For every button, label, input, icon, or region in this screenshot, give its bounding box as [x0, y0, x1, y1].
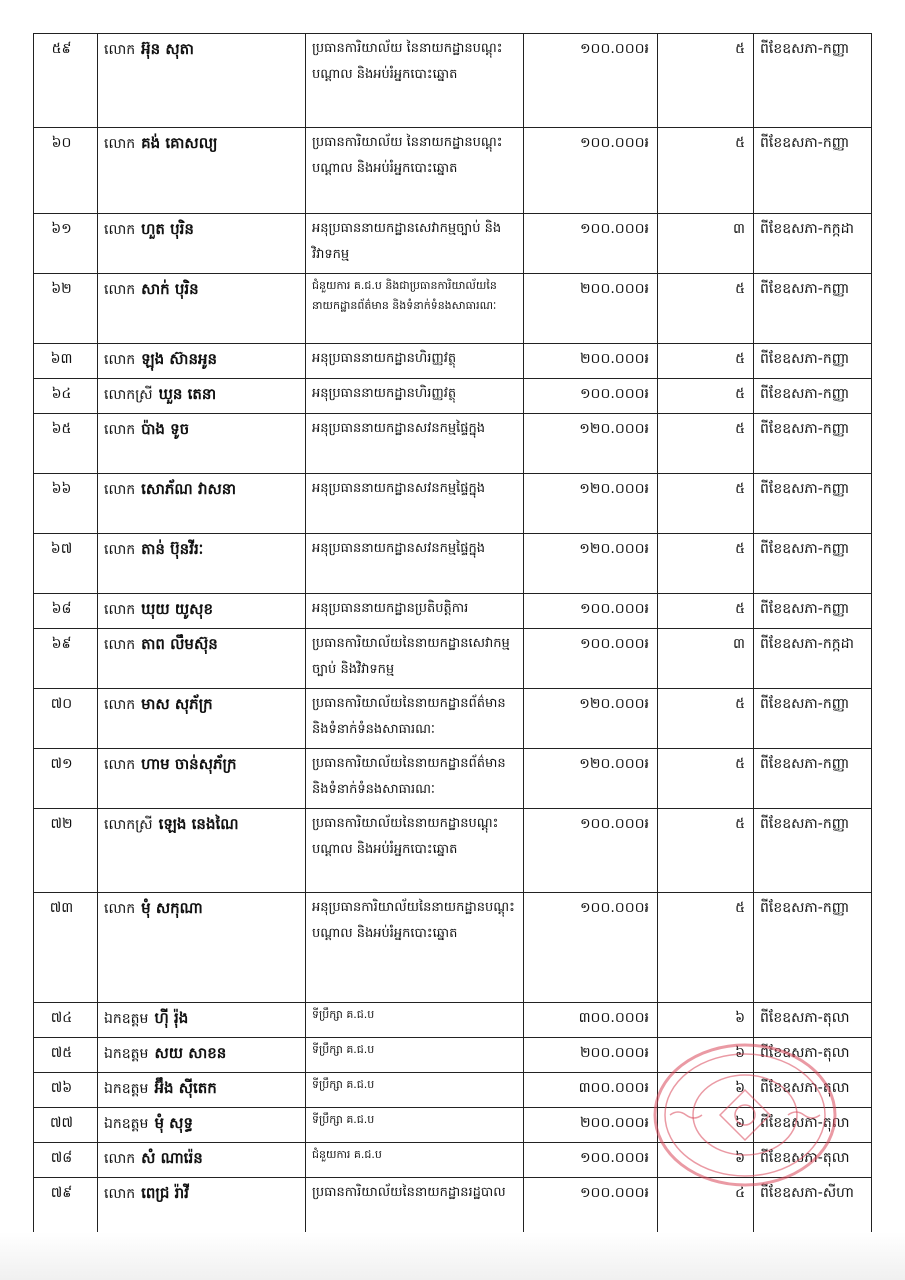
amount-cell: ២០០.០០០៛ [524, 1038, 658, 1073]
table-row [34, 34, 872, 128]
amount-cell: ១០០.០០០៛ [524, 34, 658, 128]
person-name: ហួត បុរិន [141, 220, 194, 238]
period-cell: ពីខែឧសភា-កញ្ញា [754, 274, 872, 344]
position-cell: ប្រធានការិយាល័យនៃនាយកដ្ឋានបណ្តុះបណ្តាល និងអប់រំអ្នកបោះឆ្នោត [306, 809, 524, 893]
position-cell: ទីប្រឹក្សា គ.ជ.ប [306, 1073, 524, 1108]
row-number: ៧០ [34, 689, 98, 749]
person-name: តាន់ ប៊ុនវីរៈ [141, 540, 204, 558]
row-number: ៦០ [34, 128, 98, 214]
row-number: ៦៩ [34, 629, 98, 689]
row-number: ៧១ [34, 749, 98, 809]
row-number: ៦៥ [34, 414, 98, 474]
position-cell: អនុប្រធាននាយកដ្ឋានសេវាកម្មច្បាប់ និងវិវាទកម្ម [306, 214, 524, 274]
position-cell: អនុប្រធាននាយកដ្ឋានសវនកម្មផ្ទៃក្នុង [306, 414, 524, 474]
person-name: សយ សាខន [154, 1044, 227, 1062]
honorific-title: លោក [104, 697, 136, 713]
row-number: ៦២ [34, 274, 98, 344]
honorific-title: លោក [104, 42, 136, 58]
person-cell [98, 809, 306, 893]
person-cell [98, 1038, 306, 1073]
person-cell [98, 379, 306, 414]
row-number: ៧៤ [34, 1003, 98, 1038]
months-cell: ៤ [658, 1178, 754, 1238]
person-name: ប៉ាង ទូច [141, 420, 190, 438]
amount-cell: ១២០.០០០៛ [524, 414, 658, 474]
honorific-title: លោកស្រី [104, 387, 153, 403]
period-cell: ពីខែឧសភា-កញ្ញា [754, 749, 872, 809]
honorific-title: ឯកឧត្តម [104, 1011, 149, 1027]
months-cell: ៥ [658, 534, 754, 594]
person-name: តាព លឹមស៊ុន [141, 635, 218, 653]
months-cell: ៦ [658, 1143, 754, 1178]
person-cell [98, 344, 306, 379]
person-cell [98, 1108, 306, 1143]
period-cell: ពីខែឧសភា-តុលា [754, 1038, 872, 1073]
row-number: ៧៧ [34, 1108, 98, 1143]
honorific-title: លោក [104, 282, 136, 298]
position-cell: អនុប្រធាននាយកដ្ឋានហិរញ្ញវត្ថុ [306, 379, 524, 414]
row-number: ៧២ [34, 809, 98, 893]
months-cell: ៦ [658, 1003, 754, 1038]
period-cell: ពីខែឧសភា-កញ្ញា [754, 594, 872, 629]
row-number: ៦៧ [34, 534, 98, 594]
person-cell [98, 1003, 306, 1038]
position-cell: អនុប្រធាននាយកដ្ឋានសវនកម្មផ្ទៃក្នុង [306, 534, 524, 594]
row-number: ៧៦ [34, 1073, 98, 1108]
amount-cell: ១០០.០០០៛ [524, 629, 658, 689]
person-cell [98, 274, 306, 344]
row-number: ៦៨ [34, 594, 98, 629]
person-name: ឃួន តេនា [158, 385, 217, 403]
table-row [34, 594, 872, 629]
person-name: សោភ័ណ វាសនា [141, 480, 237, 498]
amount-cell: ១០០.០០០៛ [524, 809, 658, 893]
honorific-title: លោក [104, 422, 136, 438]
table-row [34, 534, 872, 594]
months-cell: ៦ [658, 1108, 754, 1143]
period-cell: ពីខែឧសភា-កញ្ញា [754, 809, 872, 893]
position-cell: ជំនួយការ គ.ជ.ប និងជាប្រធានការិយាល័យនៃនាយកដ្ឋានព័ត៌មាន និងទំនាក់ទំនងសាធារណៈ [306, 274, 524, 344]
person-name: មុំ សុទ្ធ [154, 1114, 193, 1132]
person-name: សំ ណារ៉េន [141, 1149, 203, 1167]
period-cell: ពីខែឧសភា-កញ្ញា [754, 474, 872, 534]
months-cell: ៥ [658, 34, 754, 128]
person-cell [98, 1178, 306, 1238]
position-cell: ទីប្រឹក្សា គ.ជ.ប [306, 1038, 524, 1073]
amount-cell: ១០០.០០០៛ [524, 379, 658, 414]
table-row [34, 1178, 872, 1238]
table-row [34, 1108, 872, 1143]
position-cell: ប្រធានការិយាល័យ នៃនាយកដ្ឋានបណ្តុះបណ្តាល និងអប់រំអ្នកបោះឆ្នោត [306, 34, 524, 128]
position-cell: ទីប្រឹក្សា គ.ជ.ប [306, 1003, 524, 1038]
period-cell: ពីខែឧសភា-កញ្ញា [754, 379, 872, 414]
period-cell: ពីខែឧសភា-កក្កដា [754, 629, 872, 689]
table-row [34, 1003, 872, 1038]
period-cell: ពីខែឧសភា-កញ្ញា [754, 689, 872, 749]
months-cell: ៣ [658, 214, 754, 274]
table-row [34, 1073, 872, 1108]
months-cell: ៥ [658, 749, 754, 809]
position-cell: ប្រធានការិយាល័យនៃនាយកដ្ឋានព័ត៌មាននិងទំនាក់ទំនងសាធារណៈ [306, 689, 524, 749]
position-cell: អនុប្រធាននាយកដ្ឋានហិរញ្ញវត្ថុ [306, 344, 524, 379]
position-cell: ប្រធានការិយាល័យនៃនាយកដ្ឋានសេវាកម្មច្បាប់ និងវិវាទកម្ម [306, 629, 524, 689]
row-number: ៦១ [34, 214, 98, 274]
person-cell [98, 128, 306, 214]
months-cell: ៥ [658, 344, 754, 379]
row-number: ៧៥ [34, 1038, 98, 1073]
person-cell [98, 893, 306, 1003]
amount-cell: ១២០.០០០៛ [524, 474, 658, 534]
months-cell: ៥ [658, 474, 754, 534]
person-cell [98, 34, 306, 128]
table-row [34, 749, 872, 809]
table-row [34, 893, 872, 1003]
position-cell: ប្រធានការិយាល័យនៃនាយកដ្ឋានរដ្ឋបាល [306, 1178, 524, 1238]
honorific-title: លោក [104, 757, 136, 773]
amount-cell: ១២០.០០០៛ [524, 534, 658, 594]
table-row [34, 689, 872, 749]
person-name: អ៊ុន សុតា [141, 40, 194, 58]
person-cell [98, 1073, 306, 1108]
honorific-title: ឯកឧត្តម [104, 1046, 149, 1062]
position-cell: ជំនួយការ គ.ជ.ប [306, 1143, 524, 1178]
months-cell: ៥ [658, 689, 754, 749]
table-row [34, 809, 872, 893]
row-number: ៧៨ [34, 1143, 98, 1178]
person-cell [98, 749, 306, 809]
months-cell: ៥ [658, 414, 754, 474]
amount-cell: ១២០.០០០៛ [524, 689, 658, 749]
months-cell: ៥ [658, 379, 754, 414]
person-name: ឡេង នេងណៃ [158, 815, 239, 833]
row-number: ៥៩ [34, 34, 98, 128]
position-cell: អនុប្រធាននាយកដ្ឋានសវនកម្មផ្ទៃក្នុង [306, 474, 524, 534]
person-cell [98, 594, 306, 629]
person-name: ពេជ្រ រ៉ាវី [141, 1184, 189, 1202]
table-row [34, 344, 872, 379]
table-row [34, 274, 872, 344]
honorific-title: លោក [104, 637, 136, 653]
page-bottom-shadow [0, 1232, 905, 1280]
row-number: ៦៦ [34, 474, 98, 534]
position-cell: ប្រធានការិយាល័យនៃនាយកដ្ឋានព័ត៌មាននិងទំនាក់ទំនងសាធារណៈ [306, 749, 524, 809]
period-cell: ពីខែឧសភា-កញ្ញា [754, 414, 872, 474]
period-cell: ពីខែឧសភា-កញ្ញា [754, 344, 872, 379]
period-cell: ពីខែឧសភា-កញ្ញា [754, 893, 872, 1003]
amount-cell: ៣០០.០០០៛ [524, 1073, 658, 1108]
table-row [34, 414, 872, 474]
honorific-title: ឯកឧត្តម [104, 1081, 149, 1097]
position-cell: ប្រធានការិយាល័យ នៃនាយកដ្ឋានបណ្តុះបណ្តាល និងអប់រំអ្នកបោះឆ្នោត [306, 128, 524, 214]
months-cell: ៦ [658, 1038, 754, 1073]
person-name: ហាម ចាន់សុភ័ក្រ [141, 755, 237, 773]
row-number: ៦៤ [34, 379, 98, 414]
person-cell [98, 689, 306, 749]
amount-cell: ២០០.០០០៛ [524, 274, 658, 344]
honorific-title: លោក [104, 222, 136, 238]
period-cell: ពីខែឧសភា-កញ្ញា [754, 34, 872, 128]
months-cell: ៥ [658, 893, 754, 1003]
position-cell: ទីប្រឹក្សា គ.ជ.ប [306, 1108, 524, 1143]
amount-cell: ១០០.០០០៛ [524, 893, 658, 1003]
person-cell [98, 414, 306, 474]
honorific-title: លោក [104, 352, 136, 368]
period-cell: ពីខែឧសភា-តុលា [754, 1073, 872, 1108]
row-number: ៦៣ [34, 344, 98, 379]
table-row [34, 379, 872, 414]
period-cell: ពីខែឧសភា-កញ្ញា [754, 534, 872, 594]
table-row [34, 1038, 872, 1073]
honorific-title: លោក [104, 542, 136, 558]
months-cell: ៥ [658, 274, 754, 344]
months-cell: ៣ [658, 629, 754, 689]
months-cell: ៥ [658, 809, 754, 893]
person-cell [98, 1143, 306, 1178]
period-cell: ពីខែឧសភា-សីហា [754, 1178, 872, 1238]
months-cell: ៥ [658, 128, 754, 214]
period-cell: ពីខែឧសភា-កក្កដា [754, 214, 872, 274]
person-name: ឡុង ស៊ានអូន [141, 350, 218, 368]
amount-cell: ២០០.០០០៛ [524, 344, 658, 379]
person-cell [98, 474, 306, 534]
amount-cell: ២០០.០០០៛ [524, 1108, 658, 1143]
person-cell [98, 534, 306, 594]
honorific-title: លោកស្រី [104, 817, 153, 833]
position-cell: អនុប្រធាននាយកដ្ឋានប្រតិបត្តិការ [306, 594, 524, 629]
honorific-title: លោក [104, 901, 136, 917]
person-name: ឃុយ យូសុខ [141, 600, 213, 618]
honorific-title: លោក [104, 602, 136, 618]
amount-cell: ១០០.០០០៛ [524, 594, 658, 629]
person-name: ហ៊ី រ៉ុង [154, 1009, 189, 1027]
amount-cell: ១០០.០០០៛ [524, 214, 658, 274]
period-cell: ពីខែឧសភា-តុលា [754, 1143, 872, 1178]
amount-cell: ១០០.០០០៛ [524, 1178, 658, 1238]
months-cell: ៦ [658, 1073, 754, 1108]
table-row [34, 1143, 872, 1178]
table-row [34, 629, 872, 689]
period-cell: ពីខែឧសភា-កញ្ញា [754, 128, 872, 214]
honorific-title: លោក [104, 482, 136, 498]
period-cell: ពីខែឧសភា-តុលា [754, 1108, 872, 1143]
person-name: មាស សុភ័ក្រ [141, 695, 213, 713]
amount-cell: ១០០.០០០៛ [524, 128, 658, 214]
person-name: សាក់ បុរិន [141, 280, 199, 298]
allowance-list-sheet [33, 33, 871, 1238]
position-cell: អនុប្រធានការិយាល័យនៃនាយកដ្ឋានបណ្តុះបណ្តាល និងអប់រំអ្នកបោះឆ្នោត [306, 893, 524, 1003]
honorific-title: លោក [104, 1186, 136, 1202]
table-row [34, 474, 872, 534]
table-row [34, 128, 872, 214]
amount-cell: ១២០.០០០៛ [524, 749, 658, 809]
allowance-table-body [34, 34, 872, 1238]
honorific-title: លោក [104, 136, 136, 152]
amount-cell: ១០០.០០០៛ [524, 1143, 658, 1178]
period-cell: ពីខែឧសភា-តុលា [754, 1003, 872, 1038]
allowance-table [33, 33, 872, 1238]
row-number: ៧៩ [34, 1178, 98, 1238]
months-cell: ៥ [658, 594, 754, 629]
person-name: គង់ គោសល្យ [141, 134, 218, 152]
person-cell [98, 214, 306, 274]
amount-cell: ៣០០.០០០៛ [524, 1003, 658, 1038]
person-name: មុំ សកុណា [141, 899, 203, 917]
person-cell [98, 629, 306, 689]
honorific-title: លោក [104, 1151, 136, 1167]
honorific-title: ឯកឧត្តម [104, 1116, 149, 1132]
table-row [34, 214, 872, 274]
person-name: អ៊ឹង ស៊ីតេក [154, 1079, 217, 1097]
row-number: ៧៣ [34, 893, 98, 1003]
